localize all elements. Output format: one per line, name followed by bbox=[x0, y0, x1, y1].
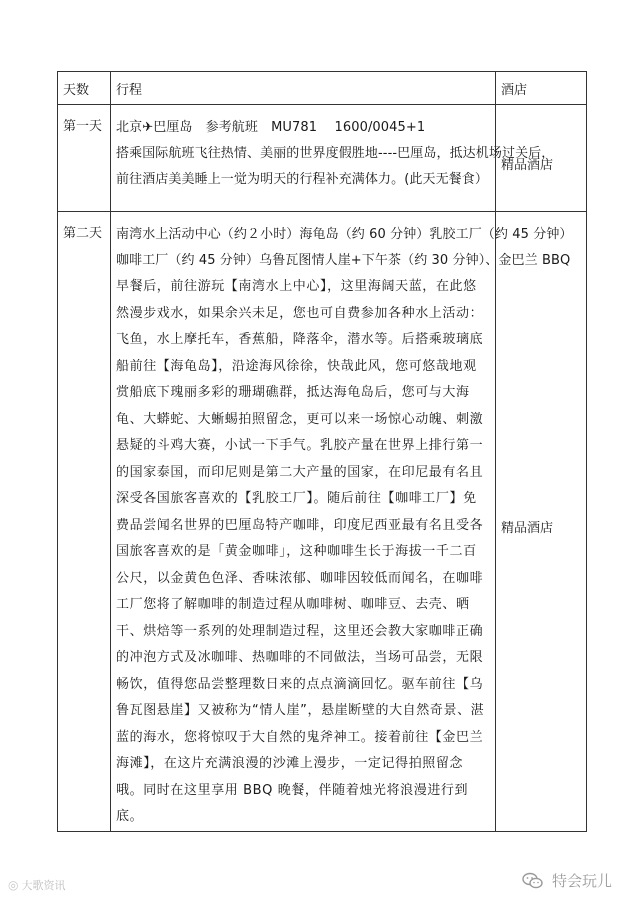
footer bbox=[0, 865, 640, 905]
watermark-right-text: 特会玩儿 bbox=[551, 872, 612, 890]
header-day: 天数 bbox=[58, 72, 111, 105]
wechat-icon bbox=[522, 872, 544, 890]
plan-paragraph: 早餐后，前往游玩【南湾水上中心】，这里海阔天蓝，在此悠然漫步戏水，如果余兴未足，您也可自费参加各种水上活动：飞鱼，水上摩托车，香蕉船，降落伞，潜水等。后搭乘玻璃底船前往【海龟岛】，沿途海风徐徐，快哉此风，您可悠哉地观赏船底下瑰丽多彩的珊瑚礁群，抵达海龟岛后，您可与大海龟、大蟒蛇、大蜥蜴拍照留念，更可以来一场惊心动魄、刺激悬疑的斗鸡大赛，小试一下手气。乳胶产量在世界上排行第一的国家泰国，而印尼则是第二大产量的国家，在印尼最有名且深受各国旅客喜欢的【乳胶工厂】。随后前往【咖啡工厂】免费品尝闻名世界的巴厘岛特产咖啡，印度尼西亚最有名且受各国旅客喜欢的是「黄金咖啡」，这种咖啡生长于海拔一千二百公尺，以金黄色色泽、香味浓郁、咖啡因较低而闻名，在咖啡工厂您将了解咖啡的制造过程从咖啡树、咖啡豆、去壳、晒干、烘焙等一系列的处理制造过程，这里还会教大家咖啡正确的冲泡方式及冰咖啡、热咖啡的不同做法，当场可品尝，无限畅饮，值得您品尝整理数日来的点点滴滴回忆。驱车前往【乌鲁瓦图悬崖】又被称为“情人崖”，悬崖断壁的大自然奇景、湛蓝的海水，您将惊叹于大自然的鬼斧神工。接着前往【金巴兰海滩】，在这片充满浪漫的沙滩上漫步，一定记得拍照留念哦。同时在这里享用 BBQ 晚餐，伴随着烛光将浪漫进行到底。 bbox=[116, 279, 485, 824]
plan-line: 搭乘国际航班飞往热情、美丽的世界度假胜地----巴厘岛，抵达机场过关后， bbox=[116, 146, 555, 161]
hotel-cell: 精品酒店 bbox=[496, 105, 587, 212]
route-line: 咖啡工厂（约 45 分钟）乌鲁瓦图情人崖+下午茶（约 30 分钟）、金巴兰 BBQ bbox=[116, 253, 571, 268]
watermark-right bbox=[522, 870, 612, 891]
header-hotel: 酒店 bbox=[496, 72, 587, 105]
weibo-icon: ◎ bbox=[8, 878, 19, 892]
table-row bbox=[58, 105, 587, 212]
day-label: 第二天 bbox=[58, 212, 111, 832]
watermark-left-text: 大歌资讯 bbox=[21, 879, 66, 892]
watermark-left bbox=[8, 877, 65, 893]
hotel-cell: 精品酒店 bbox=[496, 212, 587, 832]
route-line: 南湾水上活动中心（约２小时）海龟岛（约 60 分钟）乳胶工厂（约 45 分钟） bbox=[116, 227, 573, 242]
table-header-row bbox=[58, 72, 587, 105]
table-row bbox=[58, 212, 587, 832]
header-plan: 行程 bbox=[111, 72, 496, 105]
day-label: 第一天 bbox=[58, 105, 111, 212]
flight-line: 北京✈巴厘岛 参考航班 MU781 1600/0045+1 bbox=[116, 120, 426, 135]
itinerary-table bbox=[57, 71, 587, 832]
plan-line: 前往酒店美美睡上一觉为明天的行程补充满体力。(此天无餐食） bbox=[116, 172, 488, 187]
